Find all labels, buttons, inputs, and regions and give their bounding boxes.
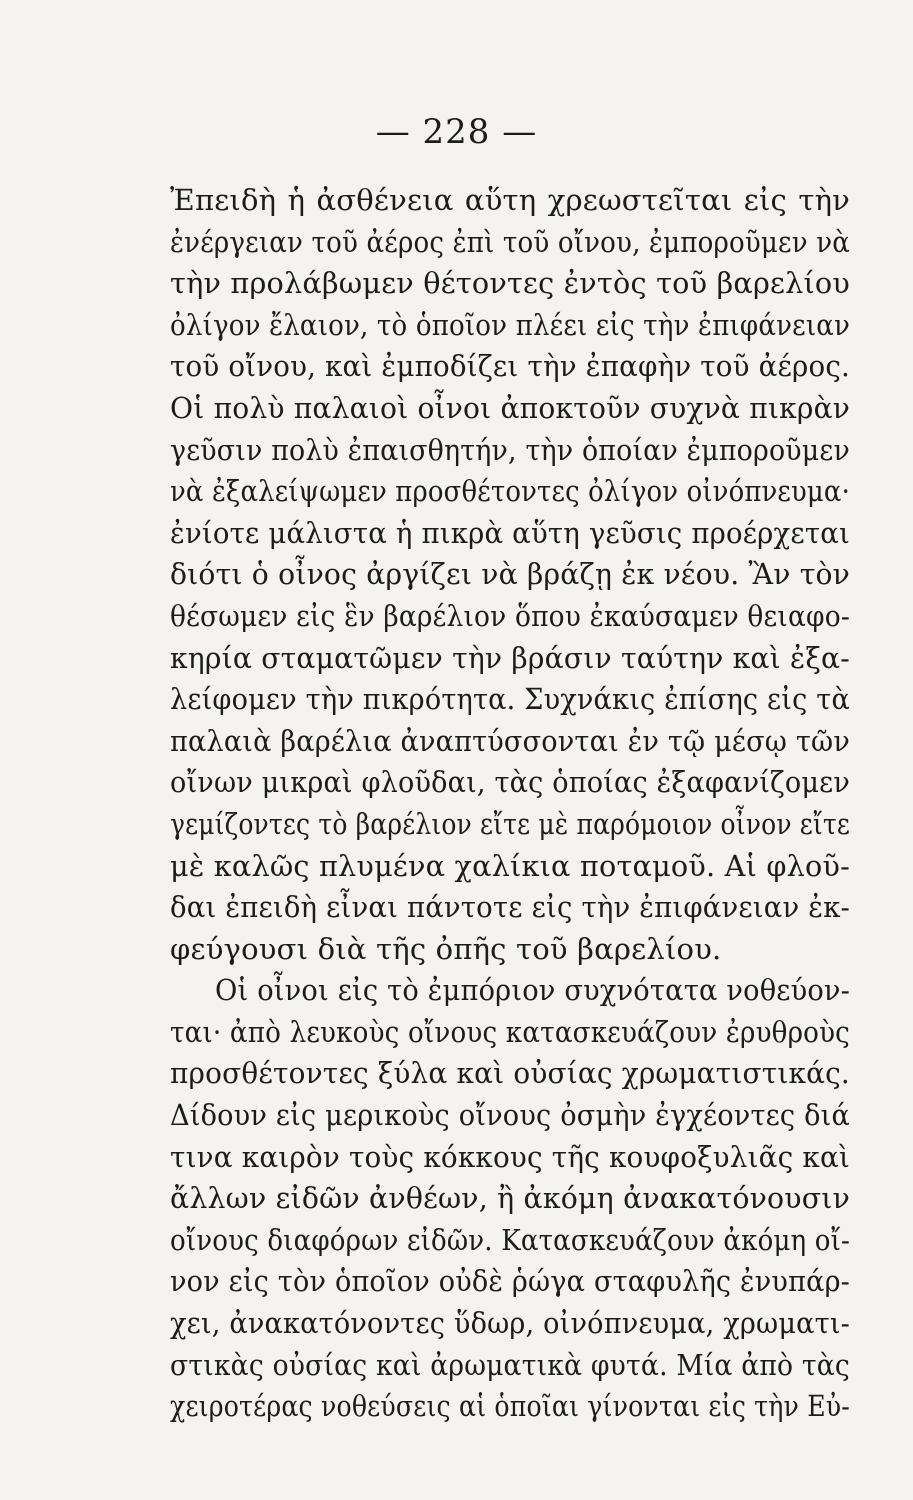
text-line: Οἱ πολὺ παλαιοὶ οἶνοι ἀποκτοῦν συχνὰ πικρὰν [170, 390, 851, 425]
text-line: οἴνων μικραὶ φλοῦδαι, τὰς ὁποίας ἐξαφανίζομεν [170, 765, 851, 800]
page-number: — 228 — [375, 112, 538, 152]
text-line: ἐνέργειαν τοῦ ἀέρος ἐπὶ τοῦ οἴνου, ἐμποροῦμεν νὰ [170, 224, 851, 259]
text-line: ὀλίγον ἔλαιον, τὸ ὁποῖον πλέει εἰς τὴν ἐπιφάνειαν [170, 307, 851, 342]
text-line: οἴνους διαφόρων εἰδῶν. Κατασκευάζουν ἀκόμη οἴ- [170, 1222, 851, 1257]
text-line: τὴν προλάβωμεν θέτοντες ἐντὸς τοῦ βαρελίου [170, 266, 851, 301]
text-line: τοῦ οἴνου, καὶ ἐμποδίζει τὴν ἐπαφὴν τοῦ ἀέρος. [170, 349, 850, 384]
text-line: κηρία σταματῶμεν τὴν βράσιν ταύτην καὶ ἐξα- [170, 640, 850, 675]
text-line: χειροτέρας νοθεύσεις αἱ ὁποῖαι γίνονται εἰς τὴν Εὐ- [170, 1389, 850, 1424]
text-line: μὲ καλῶς πλυμένα χαλίκια ποταμοῦ. Αἱ φλοῦ- [170, 848, 850, 883]
text-line: ται· ἀπὸ λευκοὺς οἴνους κατασκευάζουν ἐρυθροὺς [170, 1014, 851, 1049]
text-line: ἐνίοτε μάλιστα ἡ πικρὰ αὕτη γεῦσις προέρχεται [170, 515, 850, 550]
text-line: θέσωμεν εἰς ἓν βαρέλιον ὅπου ἐκαύσαμεν θειαφο- [170, 598, 850, 633]
paragraph-start-line: Οἱ οἶνοι εἰς τὸ ἐμπόριον συχνότατα νοθεύον- [215, 973, 851, 1008]
body-text [170, 180, 850, 1428]
text-line: Ἐπειδὴ ἡ ἀσθένεια αὕτη χρεωστεῖται εἰς τὴν [170, 183, 850, 217]
text-line: νὰ ἐξαλείψωμεν προσθέτοντες ὀλίγον οἰνόπνευμα· [170, 474, 851, 509]
text-line: γεῦσιν πολὺ ἐπαισθητήν, τὴν ὁποίαν ἐμποροῦμεν [170, 432, 851, 467]
text-line: διότι ὁ οἶνος ἀργίζει νὰ βράζῃ ἐκ νέου. Ἂν τὸν [170, 557, 851, 592]
text-line: ἄλλων εἰδῶν ἀνθέων, ἢ ἀκόμη ἀνακατόνουσιν [170, 1181, 851, 1216]
text-line: δαι ἐπειδὴ εἶναι πάντοτε εἰς τὴν ἐπιφάνειαν ἐκ- [170, 890, 851, 925]
text-line: λείφομεν τὴν πικρότητα. Συχνάκις ἐπίσης εἰς τὰ [170, 682, 850, 717]
text-line: προσθέτοντες ξύλα καὶ οὐσίας χρωματιστικάς. [170, 1056, 850, 1091]
text-line: Δίδουν εἰς μερικοὺς οἴνους ὀσμὴν ἐγχέοντες διά [170, 1098, 851, 1133]
text-line: φεύγουσι διὰ τῆς ὀπῆς τοῦ βαρελίου. [170, 931, 722, 966]
text-line: τινα καιρὸν τοὺς κόκκους τῆς κουφοξυλιᾶς καὶ [170, 1139, 851, 1174]
text-line: παλαιὰ βαρέλια ἀναπτύσσονται ἐν τῷ μέσῳ τῶν [170, 723, 850, 758]
text-line: νον εἰς τὸν ὁποῖον οὐδὲ ῥώγα σταφυλῆς ἐνυπάρ- [170, 1264, 851, 1299]
text-line: γεμίζοντες τὸ βαρέλιον εἴτε μὲ παρόμοιον οἶνον εἴτε [170, 806, 851, 841]
text-line: στικὰς οὐσίας καὶ ἀρωματικὰ φυτά. Μία ἀπὸ τὰς [170, 1347, 851, 1382]
text-line: χει, ἀνακατόνοντες ὕδωρ, οἰνόπνευμα, χρωματι- [170, 1306, 851, 1341]
